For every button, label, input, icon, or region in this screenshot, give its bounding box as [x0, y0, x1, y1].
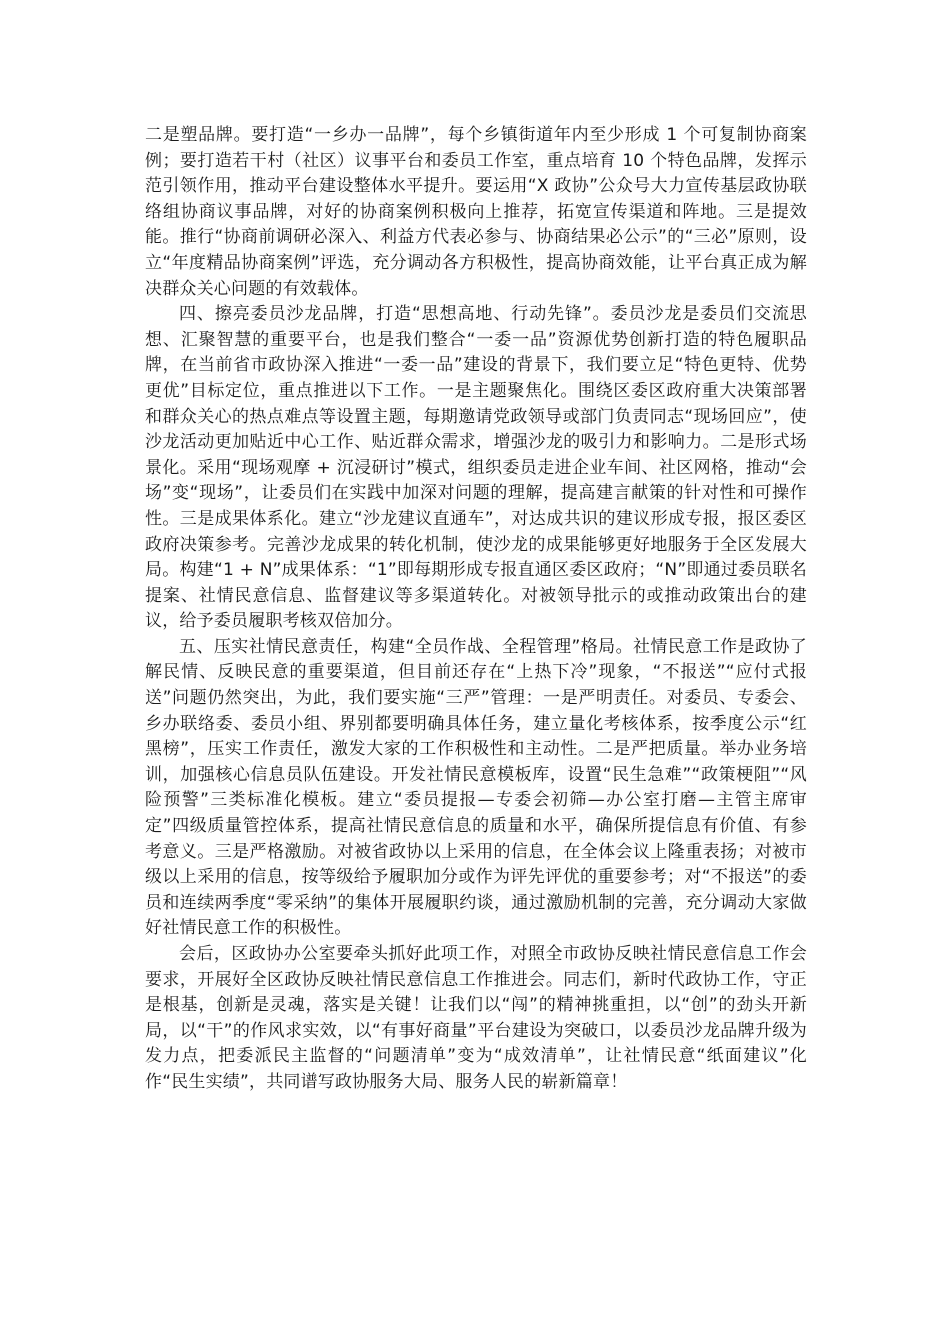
paragraph-body: 会后，区政协办公室要牵头抓好此项工作，对照全市政协反映社情民意信息工作会要求，开展好全区政协反映社情民意信息工作推进会。同志们，新时代政协工作，守正是根基，创新是灵魂，落实是关键！让我们以“闯”的精神挑重担，以“创”的劲头开新局，以“干”的作风求实效，以“有事好商量”平台建设为突破口，以委员沙龙品牌升级为发力点，把委派民主监督的“问题清单”变为“成效清单”，让社情民意“纸面建议”化作“民生实绩”，共同谱写政协服务大局、服务人民的崭新篇章！ [145, 944, 807, 1092]
paragraph-body: 委员沙龙是委员们交流思想、汇聚智慧的重要平台，也是我们整合“一委一品”资源优势创新打造的特色履职品牌，在当前省市政协深入推进“一委一品”建设的背景下，我们要立足“特色更特、优势更优”目标定位，重点推进以下工作。一是主题聚焦化。围绕区委区政府重大决策部署和群众关心的热点难点等设置主题，每期邀请党政领导或部门负责同志“现场回应”，使沙龙活动更加贴近中心工作、贴近群众需求，增强沙龙的吸引力和影响力。二是形式场景化。采用“现场观摩 + 沉浸研讨”模式，组织委员走进企业车间、社区网格，推动“会场”变“现场”，让委员们在实践中加深对问题的理解，提高建言献策的针对性和可操作性。三是成果体系化。建立“沙龙建议直通车”，对达成共识的建议形成专报，报区委区政府决策参考。完善沙龙成果的转化机制，使沙龙的成果能够更好地服务于全区发展大局。构建“1 + N”成果体系：“1”即每期形成专报直通区委区政府；“N”即通过委员联名提案、社情民意信息、监督建议等多渠道转化。对被领导批示的或推动政策出台的建议，给予委员履职考核双倍加分。 [145, 304, 807, 632]
section-heading-public-opinion: 五、压实社情民意责任，构建“全员作战、全程管理”格局。 [179, 636, 634, 657]
paragraph-body: 二是塑品牌。要打造“一乡办一品牌”，每个乡镇街道年内至少形成 1 个可复制协商案例；要打造若干村（社区）议事平台和委员工作室，重点培育 10 个特色品牌，发挥示范引领作用，推动平台建设整体水平提升。要运用“X 政协”公众号大力宣传基层政协联络组协商议事品牌，对好的协商案例积极向上推荐，拓宽宣传渠道和阵地。三是提效能。推行“协商前调研必深入、利益方代表必参与、协商结果必公示”的“三必”原则，设立“年度精品协商案例”评选，充分调动各方积极性，提高协商效能，让平台真正成为解决群众关心问题的有效载体。 [145, 125, 807, 299]
paragraph-committee-salon [145, 302, 807, 635]
paragraph-brand [145, 123, 807, 302]
paragraph-closing [145, 942, 807, 1096]
section-heading-salon: 四、擦亮委员沙龙品牌，打造“思想高地、行动先锋”。 [179, 304, 611, 325]
paragraph-body: 社情民意工作是政协了解民情、反映民意的重要渠道，但目前还存在“上热下冷”现象，“不报送”“应付式报送”问题仍然突出，为此，我们要实施“三严”管理：一是严明责任。对委员、专委会、乡办联络委、委员小组、界别都要明确具体任务，建立量化考核体系，按季度公示“红黑榜”，压实工作责任，激发大家的工作积极性和主动性。二是严把质量。举办业务培训，加强核心信息员队伍建设。开发社情民意模板库，设置“民生急难”“政策梗阻”“风险预警”三类标准化模板。建立“委员提报—专委会初筛—办公室打磨—主管主席审定”四级质量管控体系，提高社情民意信息的质量和水平，确保所提信息有价值、有参考意义。三是严格激励。对被省政协以上采用的信息，在全体会议上隆重表扬；对被市级以上采用的信息，按等级给予履职加分或作为评先评优的重要参考；对“不报送”的委员和连续两季度“零采纳”的集体开展履职约谈，通过激励机制的完善，充分调动大家做好社情民意工作的积极性。 [145, 636, 808, 939]
paragraph-public-opinion [145, 635, 807, 942]
document-page [145, 123, 807, 1096]
